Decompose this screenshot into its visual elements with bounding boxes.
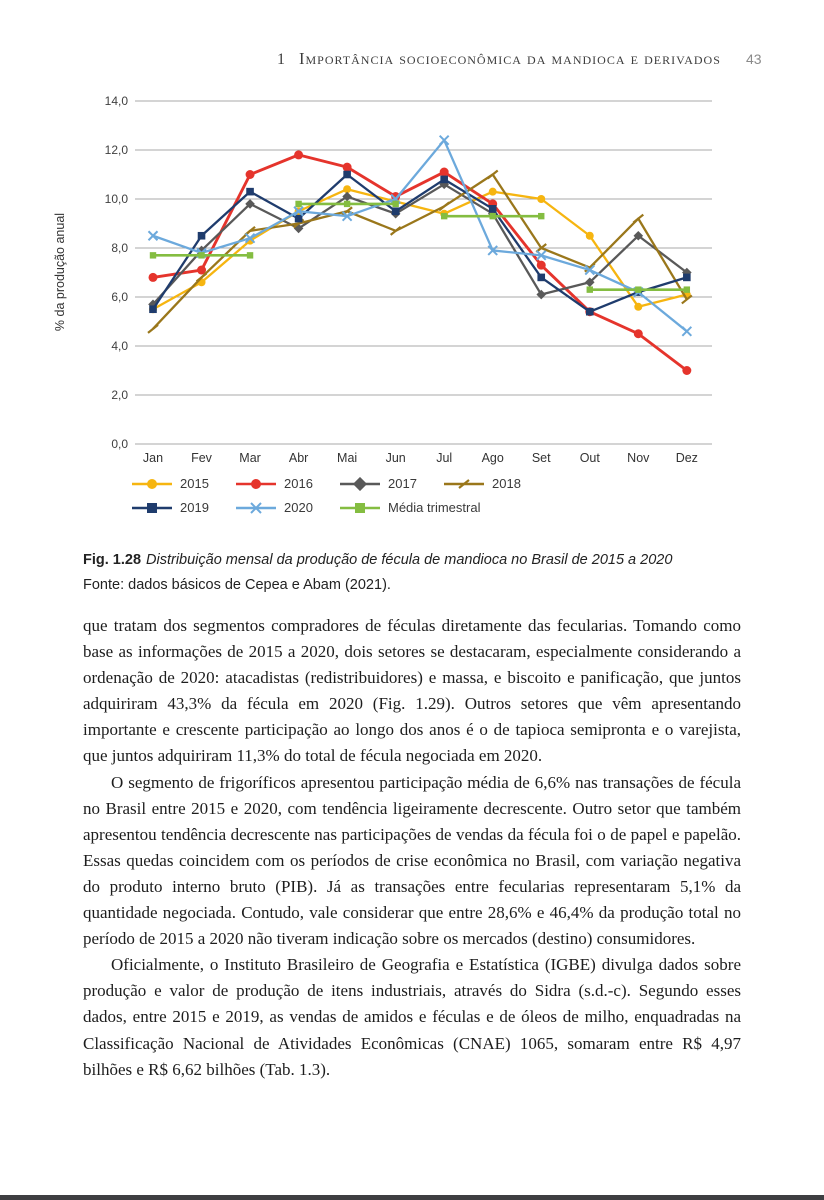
legend-item-2016 [234, 476, 338, 491]
y-axis-tick: 0,0 [111, 437, 128, 451]
legend-item-2019 [130, 500, 234, 515]
legend-swatch [234, 477, 278, 491]
x-axis-tick: Fev [191, 451, 212, 465]
legend-label: Média trimestral [388, 500, 481, 515]
x-axis-tick: Dez [675, 451, 698, 465]
legend-swatch [338, 501, 382, 515]
x-axis-tick: Jan [142, 451, 164, 465]
legend-swatch [234, 501, 278, 515]
x-axis-tick: Ago [481, 451, 504, 465]
page-number: 43 [746, 51, 762, 67]
body-text [83, 613, 741, 1083]
x-axis-tick: Nov [627, 451, 650, 465]
x-axis-tick: Jul [436, 451, 453, 465]
legend-label: 2018 [492, 476, 521, 491]
y-axis-tick: 6,0 [111, 290, 128, 304]
legend-label: 2019 [180, 500, 209, 515]
chart-legend-row-2 [130, 500, 710, 515]
legend-label: 2016 [284, 476, 313, 491]
legend-swatch [338, 477, 382, 491]
chart-legend [130, 476, 710, 524]
x-axis-tick: Mai [337, 451, 358, 465]
y-axis-tick: 12,0 [104, 143, 128, 157]
paragraph: Oficialmente, o Instituto Brasileiro de Geografia e Estatística (IGBE) divulga dados sobre produção e valor de produção de itens industriais, através do Sidra (s.d.-c). Segundo esses dados, entre 2015 e 2019, as vendas de amidos e féculas e de óleos de milho, enquadradas na Classificação Nacional de Atividades Econômicas (CNAE) 1065, somaram entre R$ 4,97 bilhões e R$ 6,62 bilhões (Tab. 1.3). [83, 955, 741, 1079]
production-chart [40, 88, 730, 488]
y-axis-tick: 10,0 [104, 192, 128, 206]
legend-label: 2017 [388, 476, 417, 491]
legend-label: 2015 [180, 476, 209, 491]
y-axis-tick: 14,0 [104, 94, 128, 108]
y-axis-tick: 2,0 [111, 388, 128, 402]
x-axis-tick: Out [579, 451, 600, 465]
legend-swatch [442, 477, 486, 491]
series-2020 [149, 136, 692, 336]
y-axis-tick: 4,0 [111, 339, 128, 353]
figure-source: Fonte: dados básicos de Cepea e Abam (2021). [83, 576, 391, 593]
figure-caption-text: Distribuição mensal da produção de fécula de mandioca no Brasil de 2015 a 2020 [146, 552, 673, 568]
x-axis-tick: Set [531, 451, 551, 465]
running-header-title: Importância socioeconômica da mandioca e derivados [299, 49, 721, 68]
legend-item-2017 [338, 476, 442, 491]
legend-item-2015 [130, 476, 234, 491]
page-bottom-edge [0, 1195, 824, 1200]
legend-swatch [130, 501, 174, 515]
x-axis-tick: Abr [288, 451, 309, 465]
x-axis-tick: Jun [385, 451, 406, 465]
x-axis-tick: Mar [239, 451, 261, 465]
figure-caption [83, 548, 745, 597]
figure-caption-label: Fig. 1.28 [83, 552, 142, 568]
legend-item-2020 [234, 500, 338, 515]
legend-swatch [130, 477, 174, 491]
chart-legend-row-1 [130, 476, 710, 491]
legend-item-média-trimestral [338, 500, 480, 515]
paragraph: O segmento de frigoríficos apresentou participação média de 6,6% nas transações de fécula no Brasil entre 2015 e 2020, com tendência ligeiramente decrescente. Outro setor que também apresentou tendência decrescente nas participações de vendas da fécula foi o de papel e papelão. Essas quedas coincidem com os períodos de crise econômica no Brasil, com variação negativa do produto interno bruto (PIB). Já as transações entre fecularias representaram 5,1% da quantidade negociada. Contudo, vale considerar que entre 28,6% e 46,4% da produção total no período de 2015 a 2020 não tiveram indicação sobre os mercados (destino) consumidores. [83, 772, 741, 949]
y-axis-tick: 8,0 [111, 241, 128, 255]
paragraph: que tratam dos segmentos compradores de féculas diretamente das fecularias. Tomando como base as informações de 2015 a 2020, dois setores se destacaram, especialmente considerando a ordenação de 2020: atacadistas (redistribuidores) e massa, e biscoito e panificação, que juntos adquiriram 43,3% da fécula em 2020 (Fig. 1.29). Outros setores que vêm apresentando importante e crescente participação ao longo dos anos é o de tapioca semipronta e o varejista, que juntos adquiriram 11,3% do total de fécula negociada em 2020. [83, 616, 741, 766]
legend-label: 2020 [284, 500, 313, 515]
legend-item-2018 [442, 476, 521, 491]
figure-caption-line [83, 548, 745, 573]
chapter-number: 1 [277, 51, 285, 68]
y-axis-title: % da produção anual [53, 212, 67, 332]
